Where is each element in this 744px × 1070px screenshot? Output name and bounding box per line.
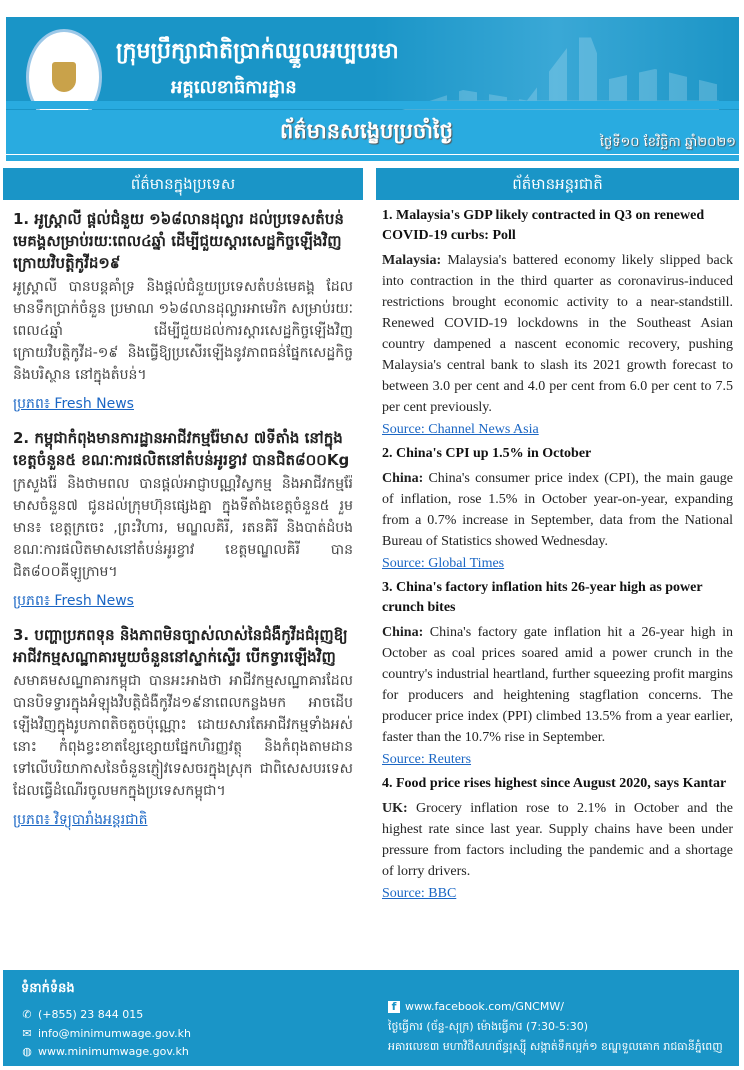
news-title: 2. China's CPI up 1.5% in October [382,446,592,461]
title-strip-bottom [6,155,739,161]
international-heading: ព័ត៌មានអន្តរជាតិ [376,168,739,200]
news-item [382,206,733,438]
news-title: 2. កម្ពុជាកំពុងមានការដ្ឋានអាជីវកម្មរ៉ែមាស ៧ទីតាំង នៅក្នុងខេត្តចំនួន៥ ខណៈការផលិតនៅតំបន់អូរខ្វាវ បានជិត៨០០Kg [13,429,350,469]
news-source-link[interactable]: ប្រភព៖ Fresh News [13,396,134,412]
facebook-link[interactable]: www.facebook.com/GNCMW/ [405,1000,564,1013]
hours: ថ្ងៃធ្វើការ (ច័ន្ទ-សុក្រ) ម៉ោងធ្វើការ (7:30-5:30) [388,1020,588,1033]
news-country: UK: [382,801,408,816]
news-title: 4. Food price rises highest since August 2020, says Kantar [382,776,727,791]
news-body: សមាគមសណ្ឋាគារកម្ពុជា បានអះអាងថា អាជីវកម្មសណ្ឋាគារដែលបានបិទទ្វារក្នុងអំឡុងវិបត្តិជំងឺកូវីដ១៩នាពេលកន្លងមក អាចដើបឡើងវិញក្នុងរូបភាពតិចតួចប៉ុណ្ណោះ ដោយសារតែអាជីវកម្មទាំងអស់នោះ កំពុងខ្វះខាតខ្សែខ្សោយផ្នែកហិរញ្ញវត្ថុ និងកំពុងតាមដានទៅលើបរិយាកាសនៃចំនួនភ្ញៀវទេសចរក្នុងស្រុក ជាពិសេសបរទេសដែលធ្វើដំណើរចូលមកក្នុងប្រទេសកម្ពុជា។ [13,673,353,799]
footer [3,970,739,1066]
news-body: Malaysia: Malaysia's battered economy likely slipped back into contraction in the third quarter as coronavirus-induced restrictions brought economic activity to a near-standstill. Renewed COVID-19 lockdowns in the Southeast Asian country dampened a nascent economic recovery, pushing Malaysia's central bank to slash its 2021 growth forecast to between 3.0 per cent and 4.0 per cent from 6.0 per cent to 7.5 per cent previously. [382,253,733,415]
org-name: ក្រុមប្រឹក្សាជាតិប្រាក់ឈ្នួលអប្បបរមា [116,39,399,64]
email-link[interactable]: info@minimumwage.gov.kh [38,1027,192,1040]
news-item [382,578,733,768]
phone-row [21,1008,143,1021]
news-item [382,774,733,902]
contact-label: ទំនាក់ទំនង [21,981,75,996]
phone-number: (+855) 23 844 015 [38,1008,144,1021]
address: អគារលេខ៣ មហាវិថីសហព័ន្ធរុស្ស៊ី សង្កាត់ទឹកល្អក់១ ខណ្ឌទួលគោក រាជធានីភ្នំពេញ [388,1040,723,1053]
news-source-link[interactable]: Source: Reuters [382,752,472,767]
news-country: China: [382,625,424,640]
page-title: ព័ត៌មានសង្ខេបប្រចាំថ្ងៃ [280,119,453,143]
news-body: China: China's consumer price index (CPI), the main gauge of inflation, rose 1.5% in October year-on-year, expanding from a 0.7% increase in September, data from the National Bureau of Statistics showed Wednesday. [382,471,733,549]
title-strip-top [6,101,739,109]
news-source-link[interactable]: ប្រភព៖ វិទ្យុបារាំងអន្តរជាតិ [13,812,148,828]
news-body: UK: Grocery inflation rose to 2.1% in October and the highest rate since last year. Supply chains have been under pressure from factors including the pandemic and a shortage of lorry drivers. [382,801,733,879]
news-source-link[interactable]: Source: BBC [382,886,457,901]
globe-icon: ◍ [22,1044,32,1058]
news-item [13,624,353,831]
news-body: China: China's factory gate inflation hit a 26-year high in October as coal prices soared amid a power crunch in the country's industrial heartland, further squeezing profit margins for producers and heightening stagflation concerns. The producer price index (PPI) climbed 13.5% from a year earlier, faster than the 10.7% rise in September. [382,625,733,745]
news-title: 1. អូស្ត្រាលី ផ្តល់ជំនួយ ១៦៨លានដុល្លារ ដល់ប្រទេសតំបន់មេគង្គសម្រាប់រយៈពេល៤ឆ្នាំ ដើម្បីជួយស្តារសេដ្ឋកិច្ចឡើងវិញក្រោយវិបត្តិកូវីដ១៩ [13,210,344,272]
news-body: អូស្ត្រាលី បានបន្តគាំទ្រ និងផ្តល់ជំនួយប្រទេសតំបន់មេគង្គ ដែលមានទឹកប្រាក់ចំនួន ប្រមាណ ១៦៨លានដុល្លារអាមេរិក សម្រាប់រយៈពេល៤ឆ្នាំ ដើម្បីជួយដល់ការស្តារសេដ្ឋកិច្ចឡើងវិញក្រោយវិបត្តិកូវីដ-១៩ និងធ្វើឱ្យប្រសើរឡើងនូវភាពធន់ផ្នែកសេដ្ឋកិច្ច និងបរិស្ថាន នៅក្នុងតំបន់។ [13,279,353,383]
facebook-icon: f [388,1001,400,1013]
news-item [13,427,353,612]
news-item [382,444,733,572]
facebook-row [388,1000,564,1013]
news-body: ក្រសួងរ៉ែ និងថាមពល បានផ្តល់អាជ្ញាបណ្ណវិស្វកម្ម និងអាជីវកម្មរ៉ែមាសចំនួន៧ ជូនដល់ក្រុមហ៊ុនផ្សេងគ្នា ក្នុងទីតាំងខេត្តចំនួន៥ រួមមាន៖ ខេត្តក្រចេះ ,ព្រះវិហារ, មណ្ឌលគិរី, រតនគិរី និងបាត់ដំបង ខណៈការផលិតមាសនៅតំបន់អូរខ្វាវ ខេត្តមណ្ឌលគិរី បានជិត៨០០គីឡូក្រាម។ [13,476,353,580]
org-subtitle: អគ្គលេខាធិការដ្ឋាន [171,77,297,98]
mail-icon: ✉ [22,1026,32,1040]
international-news [376,200,739,912]
news-source-link[interactable]: Source: Global Times [382,556,505,571]
news-source-link[interactable]: Source: Channel News Asia [382,422,539,437]
news-country: China: [382,471,424,486]
news-source-link[interactable]: ប្រភព៖ Fresh News [13,593,134,609]
website-row [21,1045,189,1058]
news-title: 1. Malaysia's GDP likely contracted in Q3 on renewed COVID-19 curbs: Poll [382,208,705,243]
news-title: 3. China's factory inflation hits 26-year high as power crunch bites [382,580,703,615]
news-item [13,208,353,415]
domestic-news [3,200,363,847]
phone-icon: ✆ [22,1007,32,1021]
website-link[interactable]: www.minimumwage.gov.kh [38,1045,189,1058]
email-row [21,1027,191,1040]
news-title: 3. បញ្ហាប្រភពទុន និងភាពមិនច្បាស់លាស់នៃជំងឺកូវីដជំរុញឱ្យអាជីវកម្មសណ្ឋាគារមួយចំនួននៅស្ទាក់ស្ទើរ បើកទ្វារឡើងវិញ [13,626,348,666]
publication-date: ថ្ងៃទី១០ ខែវិច្ឆិកា ឆ្នាំ២០២១ [599,135,736,150]
domestic-heading: ព័ត៌មានក្នុងប្រទេស [3,168,363,200]
news-country: Malaysia: [382,253,442,268]
